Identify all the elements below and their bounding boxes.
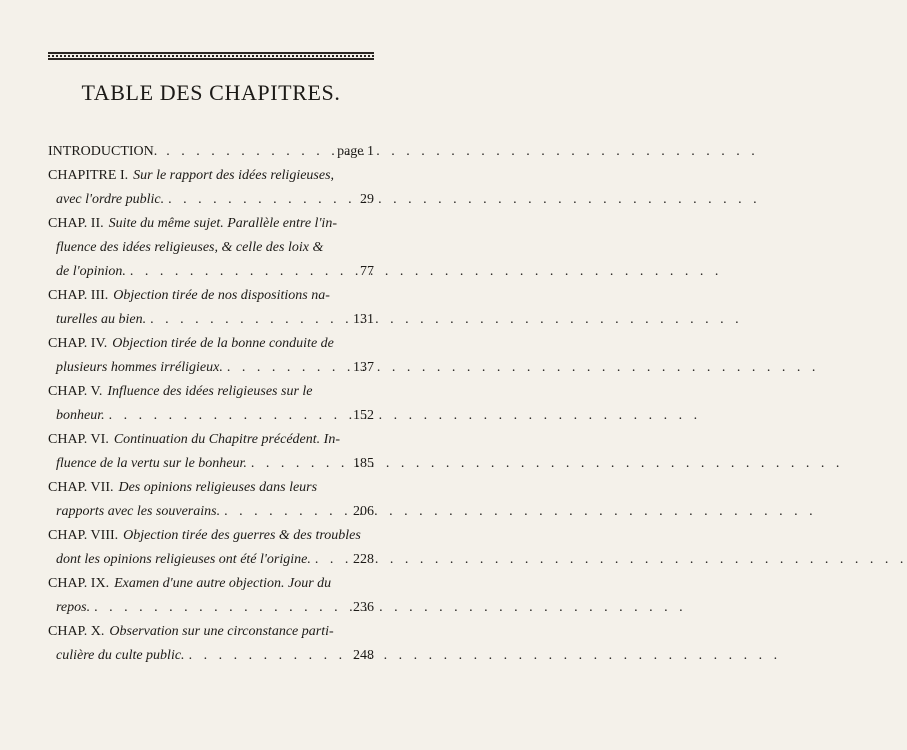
chapter-title-text: de l'opinion. [56,264,126,279]
chapter-label: CHAP. II. [48,216,104,231]
page-number: 137 [353,360,374,375]
book-page [0,0,452,750]
chapter-title-text: Influence des idées religieuses sur le [107,384,313,399]
toc-entry-line [48,620,374,644]
dot-leader [315,548,349,572]
toc-entry [48,572,374,620]
chapter-title-text: Suite du même sujet. Parallèle entre l'in- [108,216,337,231]
page-number: 131 [353,312,374,327]
page-number: 206 [353,504,374,519]
toc-entry [48,164,374,212]
toc-entry-line [48,356,374,380]
chapter-label: INTRODUCTION. [48,144,158,159]
toc-entry [48,524,374,572]
toc-entry [48,140,374,164]
dot-leader [227,356,349,380]
chapter-title-text: repos. [56,600,91,615]
dot-leader [224,500,349,524]
chapter-title-text: Continuation du Chapitre précédent. In- [113,432,340,447]
header-ornament-rule [48,52,374,60]
dot-leader [251,452,349,476]
toc-entry-line [48,572,374,596]
chapter-title-text: Objection tirée de nos dispositions na- [113,288,330,303]
toc-entry [48,332,374,380]
toc-entry-line [48,644,374,668]
dot-leader [166,140,333,164]
dot-leader [168,188,356,212]
page-number: 228 [353,552,374,567]
page-number: 152 [353,408,374,423]
chapter-title-text: Objection tirée des guerres & des troubles [123,528,361,543]
dot-leader [130,260,356,284]
toc-entry [48,212,374,284]
chapter-label: CHAP. VII. [48,480,114,495]
chapter-title-text: plusieurs hommes irréligieux. [56,360,223,375]
toc-entry [48,476,374,524]
chapter-title-text: Objection tirée de la bonne conduite de [112,336,334,351]
toc-entry-line [48,236,374,260]
toc-entry-line [48,380,374,404]
page-number: page 1 [337,144,374,159]
chapter-label: CHAP. V. [48,384,103,399]
page-number: 185 [353,456,374,471]
chapter-label: CHAP. IV. [48,336,108,351]
dot-leader [150,308,349,332]
toc-entry-line [48,404,374,428]
chapter-title-text: fluence des idées religieuses, & celle des loix & [56,240,324,255]
chapter-title-text: culière du culte public. [56,648,185,663]
dot-leader [189,644,349,668]
page-number: 77 [360,264,374,279]
chapter-title-text: rapports avec les souverains. [56,504,221,519]
chapter-title-text: dont les opinions religieuses ont été l'origine. [56,552,311,567]
toc-entry-line [48,284,374,308]
chapter-label: CHAP. VIII. [48,528,119,543]
toc-entry-line [48,308,374,332]
chapter-title-text: turelles au bien. [56,312,147,327]
page-title: TABLE DES CHAPITRES. [81,80,341,105]
toc-entry-line [48,260,374,284]
page-number: 236 [353,600,374,615]
toc-entry [48,620,374,668]
chapter-label: CHAPITRE I. [48,168,129,183]
toc-entry-line [48,524,374,548]
toc-entry-line [48,476,374,500]
chapter-title-text: Sur le rapport des idées religieuses, [133,168,335,183]
toc-entry-line [48,596,374,620]
toc-entry-line [48,164,374,188]
dot-leader [94,596,349,620]
chapter-label: CHAP. VI. [48,432,109,447]
chapter-title-text: Observation sur une circonstance parti- [109,624,334,639]
toc-entry-line [48,452,374,476]
chapter-label: CHAP. X. [48,624,105,639]
toc-entry-line [48,332,374,356]
chapter-title-text: Des opinions religieuses dans leurs [118,480,318,495]
toc-entry-line [48,140,374,164]
chapter-title-text: avec l'ordre public. [56,192,165,207]
toc-entry-line [48,188,374,212]
toc-entry-line [48,428,374,452]
chapter-title-text: Examen d'une autre objection. Jour du [114,576,332,591]
page-number: 29 [360,192,374,207]
chapter-title-text: fluence de la vertu sur le bonheur. [56,456,247,471]
chapter-title-text: bonheur. [56,408,105,423]
toc-entry-line [48,212,374,236]
toc-entry [48,428,374,476]
chapter-label: CHAP. IX. [48,576,110,591]
toc-entry-line [48,548,374,572]
page-number: 248 [353,648,374,663]
toc-entry-line [48,500,374,524]
toc-entry [48,380,374,428]
dot-leader [109,404,349,428]
chapter-label: CHAP. III. [48,288,109,303]
toc-entry [48,284,374,332]
